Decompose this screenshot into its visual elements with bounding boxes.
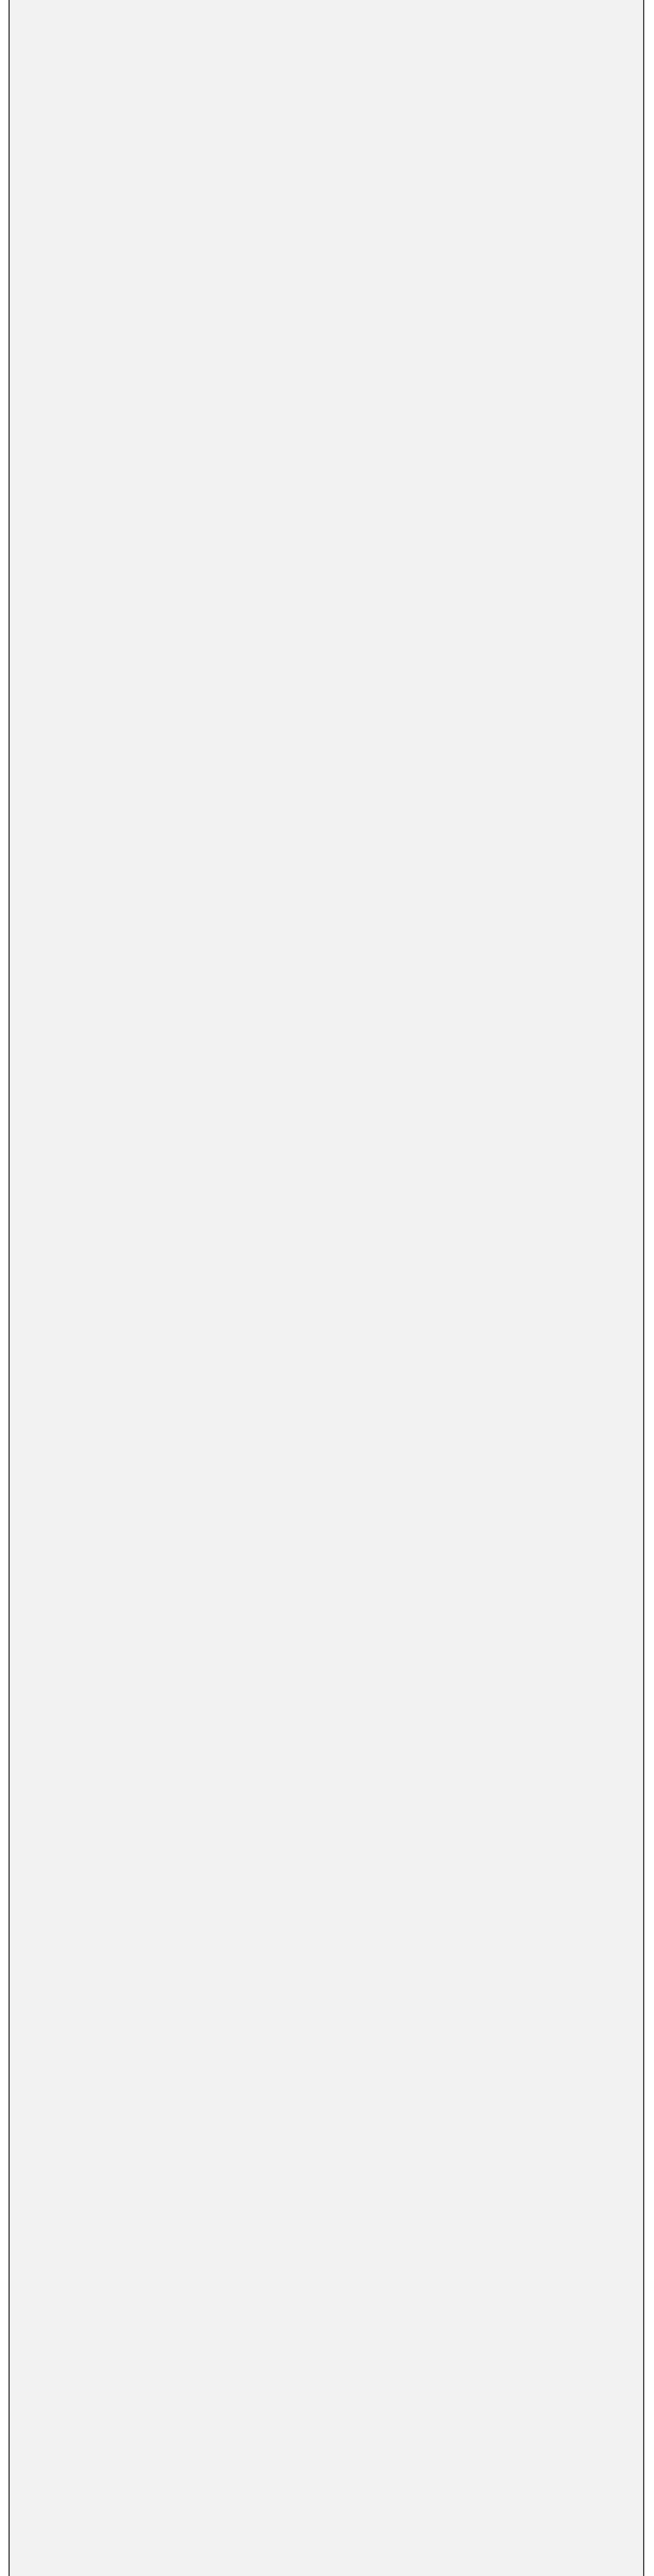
document-page xyxy=(8,0,644,2576)
